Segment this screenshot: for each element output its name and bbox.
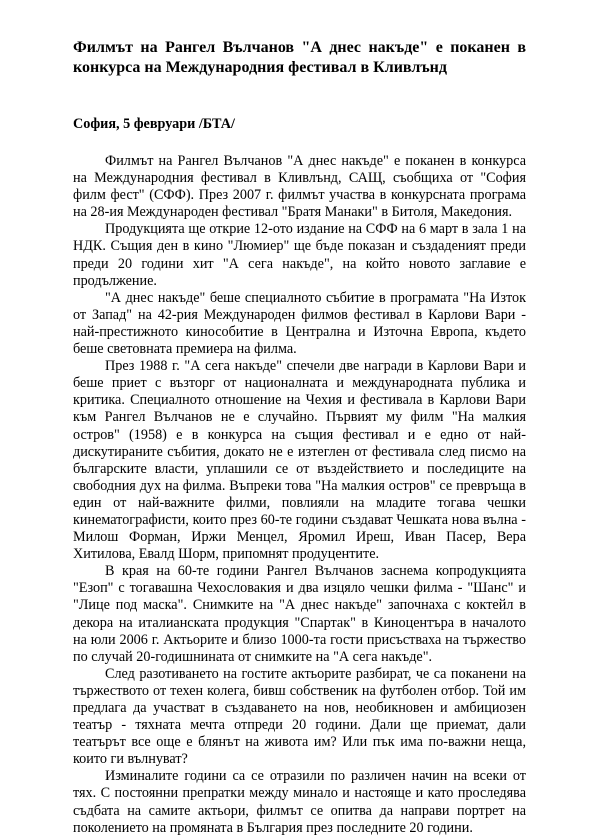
article-paragraph: В края на 60-те години Рангел Вълчанов заснема копродукцията "Езоп" с тогавашна Чехословакия и два изцяло чешки филма - "Шанс" и "Лице под маска". Снимките на "А днес накъде" започнаха с коктейл в декора на италианската продукция "Спартак" в Киноцентъра в началото на юли 2006 г. Актьорите и близо 1000-та гости присъстваха на тържество по случай 20-годишнината от снимките на "А сега накъде". bbox=[73, 563, 526, 665]
article-body bbox=[73, 153, 526, 837]
article-paragraph: През 1988 г. "А сега накъде" спечели две награди в Карлови Вари и беше приет с възторг от националната и международната публика и критика. Специалното отношение на Чехия и фестивала в Карлови Вари към Рангел Вълчанов не е случайно. Първият му филм "На малкия остров" (1958) е в конкурса на същия фестивал и е едно от най-дискутираните събития, докато не е изтеглен от фестивала след писмо на българските власти, уплашили се от въздействието и последиците на свободния дух на филма. Въпреки това "На малкия остров" се превръща в един от най-важните филми, повлияли на младите тогава чешки кинематографисти, които през 60-те години създават Чешката нова вълна - Милош Форман, Иржи Менцел, Яромил Иреш, Иван Пасер, Вера Хитилова, Евалд Шорм, припомнят продуцентите. bbox=[73, 358, 526, 563]
article-paragraph: Изминалите години са се отразили по различен начин на всеки от тях. С постоянни препратки между минало и настояще и като проследява съдбата на самите актьори, филмът се опитва да направи портрет на поколението на промяната в България през последните 20 години. bbox=[73, 768, 526, 836]
article-paragraph: "А днес накъде" беше специалното събитие в програмата "На Изток от Запад" на 42-рия Международен филмов фестивал в Карлови Вари - най-престижното кинособитие в Централна и Източна Европа, където беше световната премиера на филма. bbox=[73, 289, 526, 358]
article-paragraph: Филмът на Рангел Вълчанов "А днес накъде" е поканен в конкурса на Международния фестивал в Кливлънд, САЩ, съобщиха от "София филм фест" (СФФ). През 2007 г. филмът участва в конкурсната програма на 28-ия Международен фестивал "Братя Манаки" в Битоля, Македония. bbox=[73, 153, 526, 221]
article-paragraph: Продукцията ще открие 12-ото издание на СФФ на 6 март в зала 1 на НДК. Същия ден в кино "Люмиер" ще бъде показан и създаденият преди преди 20 години хит "А сега накъде", на който новото заглавие е продължение. bbox=[73, 221, 526, 289]
article-title: Филмът на Рангел Вълчанов "А днес накъде" е поканен в конкурса на Международния фестивал в Кливлънд bbox=[73, 39, 526, 76]
article-paragraph: След разотиването на гостите актьорите разбират, че са поканени на тържеството от техен колега, бивш собственик на футболен отбор. Той им предлага да участват в създаването на нов, необикновен и амбициозен театър - тяхната мечта отпреди 20 години. Дали ще приемат, дали театърът все още е блянът на живота им? Или пък има по-важни неща, които ги вълнуват? bbox=[73, 665, 526, 768]
article-dateline: София, 5 февруари /БТА/ bbox=[73, 116, 235, 132]
